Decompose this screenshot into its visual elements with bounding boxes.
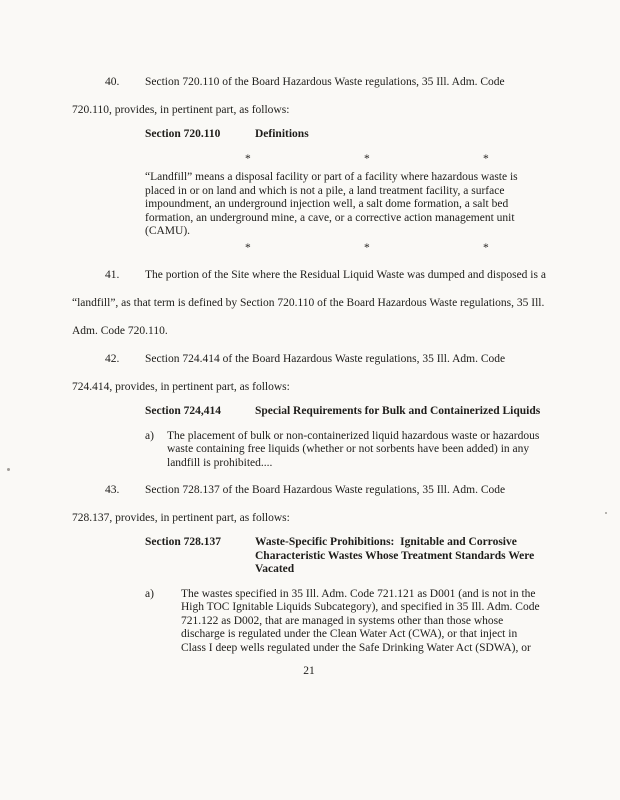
- paragraph-42-number: 42.: [105, 353, 120, 365]
- paragraph-43: [72, 476, 546, 532]
- paragraph-42-text: Section 724.414 of the Board Hazardous Waste regulations, 35 Ill. Adm. Code 724.414, provides, in pertinent part, as follows:: [72, 353, 506, 393]
- quote-724-section-title: Special Requirements for Bulk and Containerized Liquids: [255, 405, 541, 417]
- quote-728-item-a-letter: a): [145, 587, 154, 600]
- paragraph-40-number: 40.: [105, 76, 120, 88]
- paragraph-41-number: 41.: [105, 269, 120, 281]
- scan-artifact-dot: [605, 512, 607, 514]
- paragraph-42: [72, 345, 546, 401]
- quote-724-item-a: [145, 430, 544, 471]
- quote-728-section-label: Section 728.137: [145, 536, 222, 548]
- asterisk-separator: * * *: [245, 152, 489, 165]
- asterisk-separator: * * *: [245, 241, 489, 254]
- scan-artifact-dot: [7, 468, 10, 471]
- page-number: 21: [303, 665, 315, 677]
- quote-720-heading: [145, 128, 544, 142]
- paragraph-40: [72, 68, 546, 124]
- paragraph-41: [72, 261, 546, 345]
- quote-728-section-title: Waste-Specific Prohibitions: Ignitable and Corrosive Characteristic Wastes Whose Treatment Standards Were Vacated: [255, 536, 537, 575]
- quote-724-heading: [145, 405, 544, 419]
- quote-section-728-137: [145, 536, 544, 655]
- quote-724-item-a-letter: a): [145, 429, 154, 442]
- paragraph-41-text: The portion of the Site where the Residual Liquid Waste was dumped and disposed is a “landfill”, as that term is defined by Section 720.110 of the Board Hazardous Waste regulations, 35 Ill. Adm. Code 720.110.: [72, 269, 546, 337]
- quote-728-item-a: [145, 588, 544, 656]
- paragraph-40-text: Section 720.110 of the Board Hazardous Waste regulations, 35 Ill. Adm. Code 720.110, provides, in pertinent part, as follows:: [72, 76, 505, 116]
- quote-720-section-title: Definitions: [255, 128, 309, 140]
- quote-section-724-414: [145, 405, 544, 470]
- paragraph-43-text: Section 728.137 of the Board Hazardous Waste regulations, 35 Ill. Adm. Code 728.137, provides, in pertinent part, as follows:: [72, 484, 506, 524]
- quote-720-body-text: “Landfill” means a disposal facility or part of a facility where hazardous waste is placed in or on land and which is not a pile, a land treatment facility, a surface impoundment, an underground injection well, a salt dome formation, a salt bed formation, an underground mine, a cave, or a corrective action management unit (CAMU).: [145, 171, 518, 237]
- quote-728-heading: [145, 536, 544, 577]
- paragraph-43-number: 43.: [105, 484, 120, 496]
- quote-section-720-110: [145, 128, 544, 255]
- quote-724-section-label: Section 724,414: [145, 405, 222, 417]
- quote-728-item-a-text: The wastes specified in 35 Ill. Adm. Code 721.121 as D001 (and is not in the High TOC Ignitable Liquids Subcategory), and specified in 35 Ill. Adm. Code 721.122 as D002, that are managed in systems other than those whose discharge is regulated under the Clean Water Act (CWA), or that inject in Class I deep wells regulated under the Safe Drinking Water Act (SDWA), or: [181, 587, 540, 654]
- quote-720-section-label: Section 720.110: [145, 128, 221, 140]
- quote-724-item-a-text: The placement of bulk or non-containerized liquid hazardous waste or hazardous waste containing free liquids (whether or not sorbents have been added) in any landfill is prohibited....: [167, 429, 540, 469]
